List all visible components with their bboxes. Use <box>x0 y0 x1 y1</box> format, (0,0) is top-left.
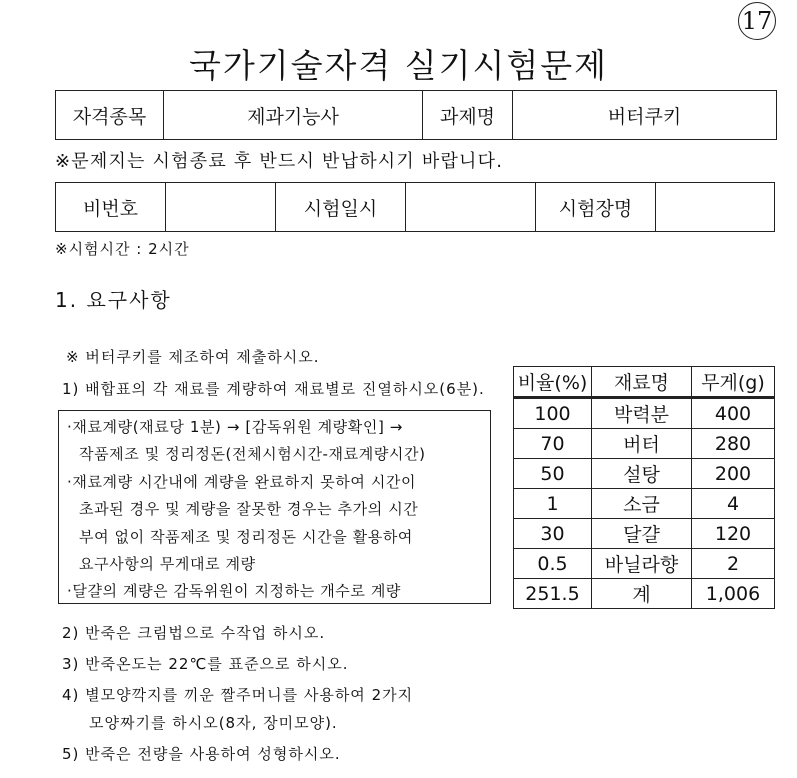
recipe-ingredient: 바닐라향 <box>592 549 692 579</box>
recipe-ingredient: 버터 <box>592 429 692 459</box>
exam-date-field <box>406 183 536 232</box>
rule-line: 요구사항의 무게대로 계량 <box>79 555 256 574</box>
recipe-row <box>514 519 775 549</box>
recipe-ratio: 30 <box>514 519 592 549</box>
qualification-value: 제과기능사 <box>164 91 423 140</box>
rule-line: 작품제조 및 정리정돈(전체시험시간-재료계량시간) <box>79 445 426 464</box>
recipe-row <box>514 429 775 459</box>
measurement-rules-box <box>58 410 491 604</box>
recipe-ratio: 251.5 <box>514 579 592 609</box>
recipe-ingredient: 박력분 <box>592 398 692 429</box>
exam-venue-label: 시험장명 <box>536 183 656 232</box>
main-instruction: ※ 버터쿠키를 제조하여 제출하시오. <box>66 348 320 366</box>
task-label: 과제명 <box>423 91 513 140</box>
rule-line: 초과된 경우 및 계량을 잘못한 경우는 추가의 시간 <box>79 500 419 519</box>
qualification-label: 자격종목 <box>56 91 164 140</box>
recipe-ingredient: 달걀 <box>592 519 692 549</box>
step-4-continued: 모양짜기를 하시오(8자, 장미모양). <box>89 714 338 732</box>
recipe-ratio: 100 <box>514 398 592 429</box>
recipe-table <box>513 366 775 609</box>
exam-info-table <box>55 182 775 232</box>
step-4: 4) 별모양깍지를 끼운 짤주머니를 사용하여 2가지 <box>62 686 414 704</box>
recipe-ratio: 1 <box>514 489 592 519</box>
exam-venue-field <box>656 183 775 232</box>
recipe-ingredient: 설탕 <box>592 459 692 489</box>
exam-date-label: 시험일시 <box>276 183 406 232</box>
recipe-weight: 2 <box>692 549 775 579</box>
recipe-ratio: 70 <box>514 429 592 459</box>
seat-number-label: 비번호 <box>56 183 166 232</box>
rule-line: ·재료계량 시간내에 계량을 완료하지 못하여 시간이 <box>67 472 417 491</box>
step-3: 3) 반죽온도는 22℃를 표준으로 하시오. <box>62 655 349 673</box>
rule-line: 부여 없이 작품제조 및 정리정돈 시간을 활용하여 <box>79 527 414 546</box>
qualification-info-table <box>55 90 777 140</box>
recipe-weight: 4 <box>692 489 775 519</box>
recipe-weight: 1,006 <box>692 579 775 609</box>
page-number: 17 <box>738 2 776 40</box>
recipe-weight: 280 <box>692 429 775 459</box>
seat-number-field <box>166 183 276 232</box>
exam-time: ※시험시간 : 2시간 <box>55 240 190 258</box>
step-2: 2) 반죽은 크림법으로 수작업 하시오. <box>62 624 326 642</box>
recipe-ingredient: 소금 <box>592 489 692 519</box>
recipe-header-ingredient: 재료명 <box>592 367 692 398</box>
section-title: 1. 요구사항 <box>55 288 172 312</box>
return-notice: ※문제지는 시험종료 후 반드시 반납하시기 바랍니다. <box>55 151 504 172</box>
recipe-header-weight: 무게(g) <box>692 367 775 398</box>
recipe-weight: 200 <box>692 459 775 489</box>
recipe-weight: 400 <box>692 398 775 429</box>
step-5: 5) 반죽은 전량을 사용하여 성형하시오. <box>62 745 341 763</box>
task-value: 버터쿠키 <box>513 91 777 140</box>
recipe-header-ratio: 비율(%) <box>514 367 592 398</box>
recipe-row <box>514 459 775 489</box>
recipe-total-row <box>514 579 775 609</box>
recipe-ratio: 50 <box>514 459 592 489</box>
recipe-row <box>514 489 775 519</box>
page-title: 국가기술자격 실기시험문제 <box>188 46 609 85</box>
recipe-row <box>514 398 775 429</box>
recipe-ingredient: 계 <box>592 579 692 609</box>
recipe-row <box>514 549 775 579</box>
rule-line: ·재료계량(재료당 1분) → [감독위원 계량확인] → <box>67 418 403 436</box>
recipe-ratio: 0.5 <box>514 549 592 579</box>
rule-line: ·달걀의 계량은 감독위원이 지정하는 개수로 계량 <box>67 582 402 601</box>
step-1: 1) 배합표의 각 재료를 계량하여 재료별로 진열하시오(6분). <box>62 380 485 398</box>
recipe-weight: 120 <box>692 519 775 549</box>
